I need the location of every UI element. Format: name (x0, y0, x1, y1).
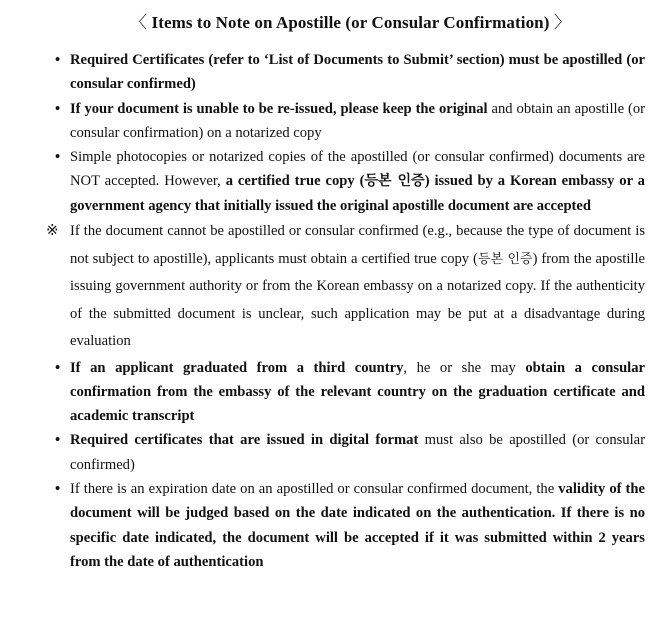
bullet-marker: • (55, 359, 61, 376)
heading-title: Items to Note on Apostille (or Consular Confirmation) (151, 13, 550, 32)
item-text: and obtain an apostille (or consular confirmation) on a notarized copy (70, 100, 646, 141)
item-text-bold: If an applicant graduated from a third country (70, 359, 404, 376)
item-text: If there is an expiration date on an apostilled or consular confirmed document, the (70, 481, 559, 498)
bullet-marker: • (55, 149, 61, 166)
item-text-bold: Required Certificates (refer to ‘List of Documents to Submit’ section) must be apostilled (or consular confirmed) (70, 52, 645, 93)
item-text-korean: 등본 인증 (364, 173, 425, 190)
item-text-bold: If your document is unable to be re-issued, please keep the original (70, 100, 488, 117)
heading-left-bracket: 〈 (130, 13, 148, 32)
list-item-note-not-apostilled (46, 218, 645, 356)
item-text-bold: ) issued by a Korean embassy or a government agency that initially issued the original apostille document are accepted (70, 173, 645, 214)
list-item-photocopies (46, 145, 645, 218)
list-item-keep-original (46, 97, 645, 146)
item-text-bold: Required certificates that are issued in digital format (70, 432, 419, 449)
item-text: must also be apostilled (or consular confirmed) (70, 432, 645, 473)
item-text: Simple photocopies or notarized copies of the apostilled (or consular confirmed) documents are NOT accepted. However, (70, 149, 645, 190)
bullet-marker: • (55, 432, 61, 449)
list-item-third-country (46, 356, 645, 429)
item-text: ) from the apostille issuing government authority or from the Korean embassy on a notarized copy. If the authenticity of the submitted document is unclear, such application may be put at a disadvantage during evaluation (70, 250, 645, 350)
item-text-bold: validity of the document will be judged based on the date indicated on the authentication. If there is no specific date indicated, the document will be accepted if it was submitted within 2 years from the date of authentication (70, 481, 645, 570)
notes-list (46, 48, 645, 574)
item-text: , he or she may (403, 359, 526, 376)
note-reference-mark: ※ (46, 223, 59, 240)
list-item-digital-format (46, 428, 645, 477)
list-item-required-certificates (46, 48, 645, 97)
item-text-bold: a certified true copy ( (225, 173, 365, 190)
item-text-korean: 등본 인증 (477, 251, 533, 267)
item-text: If the document cannot be apostilled or consular confirmed (e.g., because the type of document is not subject to apostille), applicants must obtain a certified true copy ( (70, 223, 645, 267)
bullet-marker: • (55, 52, 61, 68)
bullet-marker: • (55, 481, 61, 498)
item-text-bold: obtain a consular confirmation from the embassy of the relevant country on the graduation certificate and academic transcript (70, 359, 646, 425)
section-heading (46, 12, 645, 34)
bullet-marker: • (55, 100, 61, 117)
list-item-expiration-date (46, 477, 645, 574)
heading-right-bracket: 〉 (553, 13, 571, 32)
